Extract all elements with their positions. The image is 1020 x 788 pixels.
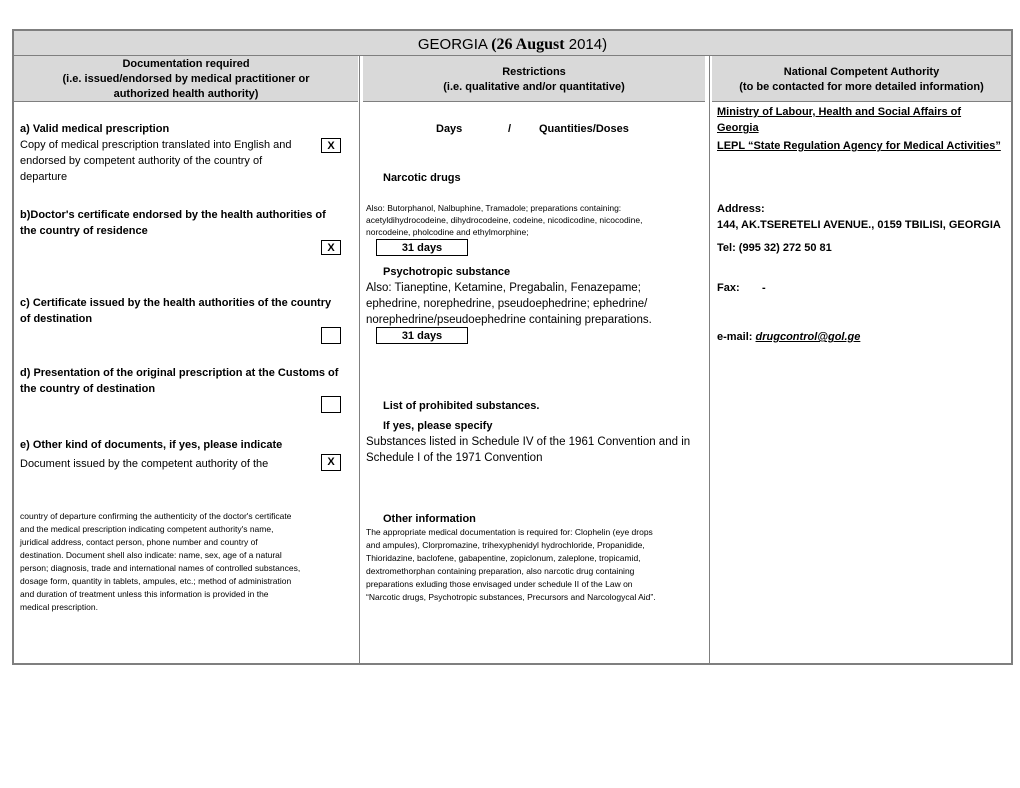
email-row <box>717 329 860 345</box>
psychotropic-days-field[interactable]: 31 days <box>376 327 468 344</box>
section-d-title: the country of destination <box>20 383 156 395</box>
title-country: GEORGIA <box>417 36 488 53</box>
other-info-text: dextromethorphan containing preparation, also narcotic drug containing <box>366 566 635 576</box>
fax-label: Fax: <box>717 282 740 294</box>
section-a-title: a) Valid medical prescription <box>20 123 170 135</box>
section-c-title: c) Certificate issued by the health authorities of the country <box>20 297 332 309</box>
section-d-checkbox[interactable] <box>321 396 341 413</box>
section-e-details: and duration of treatment unless this information is provided in the <box>20 589 269 599</box>
prohibited-title: List of prohibited substances. <box>383 400 540 412</box>
header-text: (to be contacted for more detailed information) <box>739 81 984 93</box>
section-c-title: of destination <box>20 313 93 325</box>
section-e-title: e) Other kind of documents, if yes, please indicate <box>20 439 283 451</box>
other-info-text: “Narcotic drugs, Psychotropic substances, Precursors and Narcologycal Aid”. <box>366 592 656 602</box>
section-c-checkbox[interactable] <box>321 327 341 344</box>
specify-title: If yes, please specify <box>383 420 493 432</box>
psychotropic-title: Psychotropic substance <box>383 266 511 278</box>
narcotic-text: Also: Butorphanol, Nalbuphine, Tramadole; preparations containing: <box>366 203 622 213</box>
column-divider <box>359 56 360 664</box>
psychotropic-text: norephedrine/pseudoephedrine containing preparations. <box>366 314 652 326</box>
section-d-title: d) Presentation of the original prescription at the Customs of <box>20 367 339 379</box>
section-a-checkbox[interactable]: X <box>321 138 341 153</box>
header-text: National Competent Authority <box>783 66 940 78</box>
telephone: Tel: (995 32) 272 50 81 <box>717 242 832 254</box>
quantities-label: Quantities/Doses <box>539 123 629 135</box>
ministry-name-line: Georgia <box>717 122 759 134</box>
psychotropic-text: Also: Tianeptine, Ketamine, Pregabalin, Fenazepame; <box>366 282 641 294</box>
title-year: 2014) <box>568 36 608 53</box>
specify-text: Substances listed in Schedule IV of the 1961 Convention and in <box>366 436 691 448</box>
header-authority <box>712 56 1011 102</box>
ministry-name <box>717 104 961 120</box>
section-b-checkbox[interactable]: X <box>321 240 341 255</box>
header-text: authorized health authority) <box>113 88 259 100</box>
narcotic-title: Narcotic drugs <box>383 172 461 184</box>
days-label: Days <box>436 123 463 135</box>
ministry-name-line: Ministry of Labour, Health and Social Affairs of <box>717 106 962 118</box>
other-info-title: Other information <box>383 513 476 525</box>
section-e-details: destination. Document shell also indicate: name, sex, age of a natural <box>20 550 282 560</box>
other-info-text: The appropriate medical documentation is required for: Clophelin (eye drops <box>366 527 653 537</box>
other-info-text: and ampules), Clorpromazine, trihexyphenidyl hydrochloride, Propanidide, <box>366 540 645 550</box>
section-e-details: juridical address, contact person, phone number and country of <box>20 537 258 547</box>
header-text: Documentation required <box>122 58 250 70</box>
section-b-title: b)Doctor's certificate endorsed by the health authorities of <box>20 209 326 221</box>
header-text: (i.e. issued/endorsed by medical practitioner or <box>62 73 310 85</box>
header-text: Restrictions <box>502 66 566 78</box>
header-text: (i.e. qualitative and/or quantitative) <box>443 81 625 93</box>
page-title <box>14 31 1011 56</box>
other-info-text: preparations exluding those envisaged under schedule II of the Law on <box>366 579 633 589</box>
narcotic-days-field[interactable]: 31 days <box>376 239 468 256</box>
narcotic-text: acetyldihydrocodeine, dihydrocodeine, codeine, nicodicodine, nicocodine, <box>366 215 643 225</box>
section-e-details: and the medical prescription indicating competent authority's name, <box>20 524 274 534</box>
section-e-checkbox[interactable]: X <box>321 454 341 471</box>
title-date: (26 August <box>491 36 565 53</box>
section-e-text: Document issued by the competent authority of the <box>20 458 269 470</box>
section-e-details: dosage form, quantity in tablets, ampules, etc.; method of administration <box>20 576 292 586</box>
section-e-details: medical prescription. <box>20 602 98 612</box>
section-a-text: departure <box>20 171 68 183</box>
days-slash: / <box>508 123 512 135</box>
section-b-title: the country of residence <box>20 225 148 237</box>
email-label: e-mail: <box>717 331 753 343</box>
section-e-details: country of departure confirming the authenticity of the doctor's certificate <box>20 511 292 521</box>
ministry-name <box>717 120 759 136</box>
specify-text: Schedule I of the 1971 Convention <box>366 452 543 464</box>
header-restrictions <box>363 56 705 102</box>
agency-name-text: LEPL “State Regulation Agency for Medical Activities” <box>717 140 1001 152</box>
other-info-text: Thioridazine, baclofene, gabapentine, zopiclonum, zaleplone, tropicamid, <box>366 553 641 563</box>
section-e-details: person; diagnosis, trade and international names of controlled substances, <box>20 563 301 573</box>
fax-value: - <box>762 282 766 294</box>
agency-name <box>717 138 1001 154</box>
address-label: Address: <box>717 203 765 215</box>
section-a-text: Copy of medical prescription translated into English and <box>20 139 292 151</box>
narcotic-text: norcodeine, pholcodine and ethylmorphine; <box>366 227 529 237</box>
address-value: 144, AK.TSERETELI AVENUE., 0159 TBILISI, GEORGIA <box>717 219 1001 231</box>
section-a-text: endorsed by competent authority of the country of <box>20 155 263 167</box>
header-documentation <box>14 56 358 102</box>
column-divider <box>709 56 710 664</box>
psychotropic-text: ephedrine, norephedrine, pseudoephedrine; ephedrine/ <box>366 298 648 310</box>
email-link[interactable]: drugcontrol@gol.ge <box>755 331 861 343</box>
